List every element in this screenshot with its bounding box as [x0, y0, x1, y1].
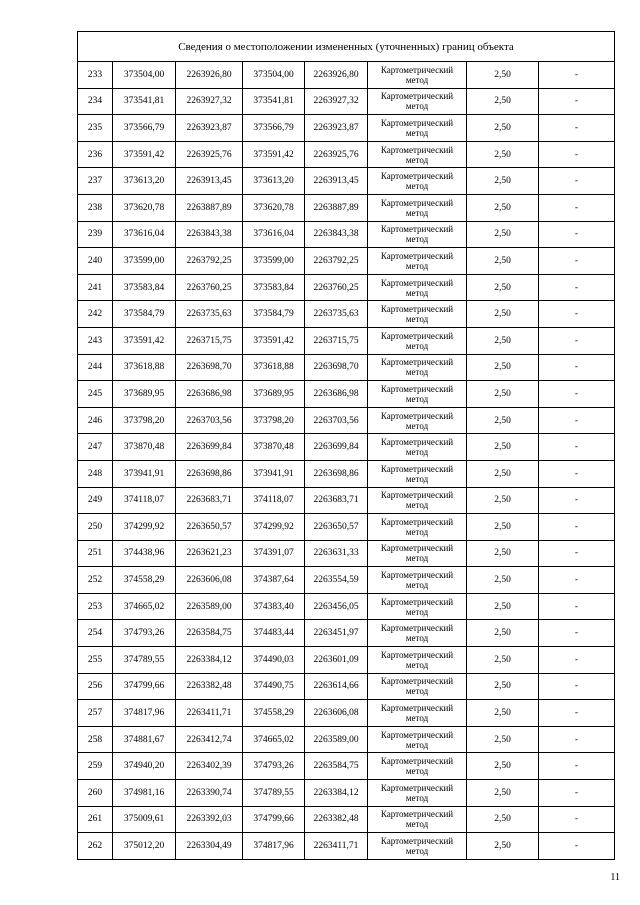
note-cell: -: [539, 407, 615, 434]
method-cell: Картометрический метод: [368, 700, 467, 727]
note-cell: -: [539, 780, 615, 807]
method-cell: Картометрический метод: [368, 567, 467, 594]
refined-y-cell: 2263650,57: [305, 514, 368, 541]
refined-y-cell: 2263792,25: [305, 248, 368, 275]
existing-x-cell: 374940,20: [113, 753, 176, 780]
existing-y-cell: 2263923,87: [176, 115, 243, 142]
existing-x-cell: 373591,42: [113, 327, 176, 354]
note-cell: -: [539, 647, 615, 674]
point-number-cell: 245: [78, 381, 113, 408]
method-cell: Картометрический метод: [368, 514, 467, 541]
point-number-cell: 233: [78, 62, 113, 89]
refined-y-cell: 2263923,87: [305, 115, 368, 142]
accuracy-cell: 2,50: [467, 460, 539, 487]
existing-x-cell: 373798,20: [113, 407, 176, 434]
refined-y-cell: 2263683,71: [305, 487, 368, 514]
refined-x-cell: 373620,78: [243, 194, 305, 221]
method-cell: Картометрический метод: [368, 88, 467, 115]
note-cell: -: [539, 248, 615, 275]
existing-x-cell: 374118,07: [113, 487, 176, 514]
existing-x-cell: 374438,96: [113, 540, 176, 567]
method-cell: Картометрический метод: [368, 407, 467, 434]
existing-y-cell: 2263843,38: [176, 221, 243, 248]
refined-x-cell: 373870,48: [243, 434, 305, 461]
table-row: [78, 381, 615, 408]
existing-y-cell: 2263650,57: [176, 514, 243, 541]
method-cell: Картометрический метод: [368, 248, 467, 275]
point-number-cell: 238: [78, 194, 113, 221]
point-number-cell: 258: [78, 726, 113, 753]
refined-x-cell: 374817,96: [243, 833, 305, 860]
accuracy-cell: 2,50: [467, 593, 539, 620]
point-number-cell: 252: [78, 567, 113, 594]
refined-x-cell: 373566,79: [243, 115, 305, 142]
point-number-cell: 236: [78, 141, 113, 168]
accuracy-cell: 2,50: [467, 567, 539, 594]
table-row: [78, 620, 615, 647]
existing-x-cell: 374665,02: [113, 593, 176, 620]
refined-y-cell: 2263451,97: [305, 620, 368, 647]
existing-x-cell: 375012,20: [113, 833, 176, 860]
point-number-cell: 244: [78, 354, 113, 381]
accuracy-cell: 2,50: [467, 248, 539, 275]
refined-x-cell: 374799,66: [243, 806, 305, 833]
accuracy-cell: 2,50: [467, 407, 539, 434]
existing-y-cell: 2263392,03: [176, 806, 243, 833]
refined-x-cell: 373941,91: [243, 460, 305, 487]
existing-x-cell: 373583,84: [113, 274, 176, 301]
table-title-row: [78, 32, 615, 62]
existing-x-cell: 373504,00: [113, 62, 176, 89]
existing-x-cell: 374558,29: [113, 567, 176, 594]
refined-x-cell: 374299,92: [243, 514, 305, 541]
existing-x-cell: 374817,96: [113, 700, 176, 727]
method-cell: Картометрический метод: [368, 487, 467, 514]
table-row: [78, 593, 615, 620]
refined-x-cell: 374490,03: [243, 647, 305, 674]
refined-y-cell: 2263589,00: [305, 726, 368, 753]
refined-y-cell: 2263456,05: [305, 593, 368, 620]
note-cell: -: [539, 540, 615, 567]
point-number-cell: 262: [78, 833, 113, 860]
accuracy-cell: 2,50: [467, 806, 539, 833]
table-row: [78, 407, 615, 434]
point-number-cell: 234: [78, 88, 113, 115]
point-number-cell: 235: [78, 115, 113, 142]
table-row: [78, 833, 615, 860]
existing-y-cell: 2263926,80: [176, 62, 243, 89]
refined-y-cell: 2263699,84: [305, 434, 368, 461]
note-cell: -: [539, 434, 615, 461]
existing-y-cell: 2263589,00: [176, 593, 243, 620]
method-cell: Картометрический метод: [368, 327, 467, 354]
table-row: [78, 327, 615, 354]
accuracy-cell: 2,50: [467, 194, 539, 221]
note-cell: -: [539, 833, 615, 860]
existing-x-cell: 373616,04: [113, 221, 176, 248]
table-row: [78, 248, 615, 275]
point-number-cell: 237: [78, 168, 113, 195]
refined-y-cell: 2263760,25: [305, 274, 368, 301]
existing-x-cell: 373941,91: [113, 460, 176, 487]
existing-y-cell: 2263735,63: [176, 301, 243, 328]
existing-y-cell: 2263698,86: [176, 460, 243, 487]
point-number-cell: 256: [78, 673, 113, 700]
method-cell: Картометрический метод: [368, 780, 467, 807]
table-row: [78, 673, 615, 700]
refined-x-cell: 373616,04: [243, 221, 305, 248]
existing-y-cell: 2263715,75: [176, 327, 243, 354]
refined-x-cell: 374383,40: [243, 593, 305, 620]
table-row: [78, 274, 615, 301]
refined-x-cell: 374483,44: [243, 620, 305, 647]
refined-y-cell: 2263554,59: [305, 567, 368, 594]
method-cell: Картометрический метод: [368, 115, 467, 142]
refined-y-cell: 2263686,98: [305, 381, 368, 408]
table-title: Сведения о местоположении измененных (уточненных) границ объекта: [78, 32, 615, 62]
method-cell: Картометрический метод: [368, 460, 467, 487]
note-cell: -: [539, 753, 615, 780]
refined-x-cell: 374789,55: [243, 780, 305, 807]
accuracy-cell: 2,50: [467, 540, 539, 567]
accuracy-cell: 2,50: [467, 88, 539, 115]
point-number-cell: 259: [78, 753, 113, 780]
table-row: [78, 540, 615, 567]
point-number-cell: 247: [78, 434, 113, 461]
refined-x-cell: 374558,29: [243, 700, 305, 727]
method-cell: Картометрический метод: [368, 753, 467, 780]
refined-y-cell: 2263843,38: [305, 221, 368, 248]
note-cell: -: [539, 700, 615, 727]
point-number-cell: 250: [78, 514, 113, 541]
point-number-cell: 243: [78, 327, 113, 354]
refined-y-cell: 2263631,33: [305, 540, 368, 567]
note-cell: -: [539, 620, 615, 647]
note-cell: -: [539, 514, 615, 541]
existing-y-cell: 2263760,25: [176, 274, 243, 301]
method-cell: Картометрический метод: [368, 434, 467, 461]
existing-x-cell: 373613,20: [113, 168, 176, 195]
method-cell: Картометрический метод: [368, 168, 467, 195]
note-cell: -: [539, 88, 615, 115]
existing-y-cell: 2263584,75: [176, 620, 243, 647]
note-cell: -: [539, 194, 615, 221]
point-number-cell: 241: [78, 274, 113, 301]
note-cell: -: [539, 168, 615, 195]
existing-y-cell: 2263913,45: [176, 168, 243, 195]
method-cell: Картометрический метод: [368, 274, 467, 301]
point-number-cell: 242: [78, 301, 113, 328]
table-row: [78, 753, 615, 780]
existing-x-cell: 373584,79: [113, 301, 176, 328]
accuracy-cell: 2,50: [467, 115, 539, 142]
table-row: [78, 647, 615, 674]
note-cell: -: [539, 726, 615, 753]
point-number-cell: 253: [78, 593, 113, 620]
table-row: [78, 487, 615, 514]
refined-x-cell: 374118,07: [243, 487, 305, 514]
accuracy-cell: 2,50: [467, 327, 539, 354]
method-cell: Картометрический метод: [368, 301, 467, 328]
existing-x-cell: 374299,92: [113, 514, 176, 541]
method-cell: Картометрический метод: [368, 141, 467, 168]
refined-y-cell: 2263382,48: [305, 806, 368, 833]
table-row: [78, 88, 615, 115]
refined-y-cell: 2263925,76: [305, 141, 368, 168]
existing-x-cell: 373591,42: [113, 141, 176, 168]
refined-y-cell: 2263606,08: [305, 700, 368, 727]
existing-y-cell: 2263412,74: [176, 726, 243, 753]
table-row: [78, 168, 615, 195]
existing-y-cell: 2263703,56: [176, 407, 243, 434]
existing-y-cell: 2263683,71: [176, 487, 243, 514]
note-cell: -: [539, 381, 615, 408]
table-row: [78, 354, 615, 381]
table-row: [78, 301, 615, 328]
existing-y-cell: 2263698,70: [176, 354, 243, 381]
refined-y-cell: 2263913,45: [305, 168, 368, 195]
point-number-cell: 249: [78, 487, 113, 514]
method-cell: Картометрический метод: [368, 381, 467, 408]
existing-y-cell: 2263411,71: [176, 700, 243, 727]
existing-x-cell: 374793,26: [113, 620, 176, 647]
refined-y-cell: 2263698,86: [305, 460, 368, 487]
table-row: [78, 780, 615, 807]
existing-x-cell: 375009,61: [113, 806, 176, 833]
method-cell: Картометрический метод: [368, 833, 467, 860]
refined-x-cell: 373599,00: [243, 248, 305, 275]
point-number-cell: 240: [78, 248, 113, 275]
method-cell: Картометрический метод: [368, 673, 467, 700]
refined-x-cell: 373583,84: [243, 274, 305, 301]
existing-y-cell: 2263887,89: [176, 194, 243, 221]
existing-y-cell: 2263925,76: [176, 141, 243, 168]
accuracy-cell: 2,50: [467, 301, 539, 328]
table-row: [78, 514, 615, 541]
note-cell: -: [539, 221, 615, 248]
accuracy-cell: 2,50: [467, 274, 539, 301]
existing-x-cell: 373566,79: [113, 115, 176, 142]
method-cell: Картометрический метод: [368, 806, 467, 833]
table-row: [78, 115, 615, 142]
existing-y-cell: 2263382,48: [176, 673, 243, 700]
refined-y-cell: 2263584,75: [305, 753, 368, 780]
table-row: [78, 726, 615, 753]
note-cell: -: [539, 115, 615, 142]
refined-y-cell: 2263601,09: [305, 647, 368, 674]
refined-y-cell: 2263887,89: [305, 194, 368, 221]
refined-x-cell: 373591,42: [243, 141, 305, 168]
note-cell: -: [539, 806, 615, 833]
table-row: [78, 700, 615, 727]
accuracy-cell: 2,50: [467, 381, 539, 408]
accuracy-cell: 2,50: [467, 753, 539, 780]
method-cell: Картометрический метод: [368, 726, 467, 753]
note-cell: -: [539, 327, 615, 354]
note-cell: -: [539, 141, 615, 168]
table-row: [78, 806, 615, 833]
refined-y-cell: 2263703,56: [305, 407, 368, 434]
existing-x-cell: 373620,78: [113, 194, 176, 221]
point-number-cell: 246: [78, 407, 113, 434]
refined-x-cell: 373541,81: [243, 88, 305, 115]
method-cell: Картометрический метод: [368, 221, 467, 248]
refined-x-cell: 374387,64: [243, 567, 305, 594]
accuracy-cell: 2,50: [467, 354, 539, 381]
refined-y-cell: 2263411,71: [305, 833, 368, 860]
existing-x-cell: 374799,66: [113, 673, 176, 700]
refined-y-cell: 2263735,63: [305, 301, 368, 328]
refined-x-cell: 374490,75: [243, 673, 305, 700]
note-cell: -: [539, 460, 615, 487]
note-cell: -: [539, 487, 615, 514]
method-cell: Картометрический метод: [368, 540, 467, 567]
table-row: [78, 141, 615, 168]
refined-y-cell: 2263715,75: [305, 327, 368, 354]
existing-x-cell: 373689,95: [113, 381, 176, 408]
existing-y-cell: 2263699,84: [176, 434, 243, 461]
accuracy-cell: 2,50: [467, 726, 539, 753]
refined-y-cell: 2263614,66: [305, 673, 368, 700]
accuracy-cell: 2,50: [467, 833, 539, 860]
accuracy-cell: 2,50: [467, 700, 539, 727]
point-number-cell: 239: [78, 221, 113, 248]
point-number-cell: 257: [78, 700, 113, 727]
existing-x-cell: 374789,55: [113, 647, 176, 674]
refined-x-cell: 373613,20: [243, 168, 305, 195]
refined-x-cell: 373618,88: [243, 354, 305, 381]
existing-y-cell: 2263384,12: [176, 647, 243, 674]
accuracy-cell: 2,50: [467, 434, 539, 461]
refined-x-cell: 374665,02: [243, 726, 305, 753]
refined-x-cell: 373591,42: [243, 327, 305, 354]
accuracy-cell: 2,50: [467, 221, 539, 248]
note-cell: -: [539, 301, 615, 328]
existing-y-cell: 2263927,32: [176, 88, 243, 115]
point-number-cell: 251: [78, 540, 113, 567]
existing-x-cell: 374881,67: [113, 726, 176, 753]
existing-x-cell: 373541,81: [113, 88, 176, 115]
method-cell: Картометрический метод: [368, 620, 467, 647]
note-cell: -: [539, 593, 615, 620]
refined-y-cell: 2263698,70: [305, 354, 368, 381]
refined-y-cell: 2263927,32: [305, 88, 368, 115]
existing-x-cell: 373599,00: [113, 248, 176, 275]
method-cell: Картометрический метод: [368, 62, 467, 89]
refined-x-cell: 374793,26: [243, 753, 305, 780]
note-cell: -: [539, 62, 615, 89]
table-row: [78, 460, 615, 487]
point-number-cell: 248: [78, 460, 113, 487]
accuracy-cell: 2,50: [467, 141, 539, 168]
existing-y-cell: 2263621,23: [176, 540, 243, 567]
existing-y-cell: 2263390,74: [176, 780, 243, 807]
existing-y-cell: 2263686,98: [176, 381, 243, 408]
boundary-coordinates-table: [77, 31, 615, 860]
method-cell: Картометрический метод: [368, 593, 467, 620]
refined-x-cell: 373504,00: [243, 62, 305, 89]
existing-y-cell: 2263304,49: [176, 833, 243, 860]
note-cell: -: [539, 354, 615, 381]
refined-y-cell: 2263926,80: [305, 62, 368, 89]
accuracy-cell: 2,50: [467, 780, 539, 807]
point-number-cell: 261: [78, 806, 113, 833]
accuracy-cell: 2,50: [467, 673, 539, 700]
method-cell: Картометрический метод: [368, 354, 467, 381]
point-number-cell: 260: [78, 780, 113, 807]
table-row: [78, 194, 615, 221]
accuracy-cell: 2,50: [467, 487, 539, 514]
table-row: [78, 62, 615, 89]
table-row: [78, 221, 615, 248]
existing-y-cell: 2263792,25: [176, 248, 243, 275]
accuracy-cell: 2,50: [467, 647, 539, 674]
refined-x-cell: 373689,95: [243, 381, 305, 408]
table-row: [78, 567, 615, 594]
accuracy-cell: 2,50: [467, 514, 539, 541]
accuracy-cell: 2,50: [467, 620, 539, 647]
existing-y-cell: 2263402,39: [176, 753, 243, 780]
note-cell: -: [539, 274, 615, 301]
existing-x-cell: 373870,48: [113, 434, 176, 461]
point-number-cell: 255: [78, 647, 113, 674]
method-cell: Картометрический метод: [368, 194, 467, 221]
existing-x-cell: 374981,16: [113, 780, 176, 807]
refined-y-cell: 2263384,12: [305, 780, 368, 807]
existing-y-cell: 2263606,08: [176, 567, 243, 594]
refined-x-cell: 374391,07: [243, 540, 305, 567]
page-number: 11: [610, 872, 620, 883]
note-cell: -: [539, 673, 615, 700]
table-row: [78, 434, 615, 461]
method-cell: Картометрический метод: [368, 647, 467, 674]
accuracy-cell: 2,50: [467, 62, 539, 89]
note-cell: -: [539, 567, 615, 594]
point-number-cell: 254: [78, 620, 113, 647]
refined-x-cell: 373584,79: [243, 301, 305, 328]
refined-x-cell: 373798,20: [243, 407, 305, 434]
accuracy-cell: 2,50: [467, 168, 539, 195]
existing-x-cell: 373618,88: [113, 354, 176, 381]
